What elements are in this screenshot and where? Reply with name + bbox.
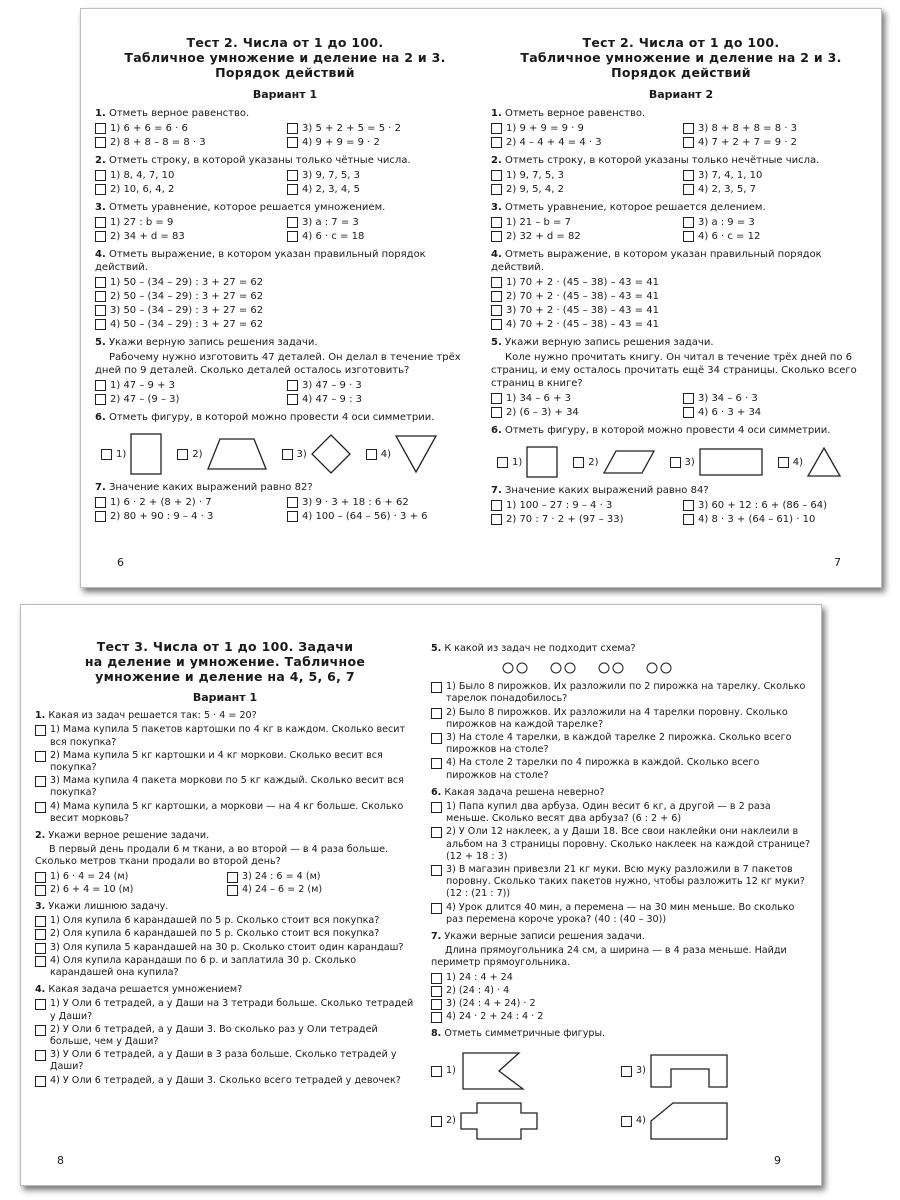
question-5: 5. К какой из задач не подходит схема? 1) Было 8 пирожков. Их разложили по 2 пирожка на тарелку. Сколько тарелок понадобилось? 2) Было 8 пирожков. Их разложили на 4 тарелки поровну. Сколько пирожков на каждой тарелке? 3) На столе 4 тарелки, в каждой тарелке 2 пирожка. Сколько всего пирожков на столе? 4) На столе 2 тарелки по 4 пирожка в каждой. Сколько всего пирожков на столе? bbox=[431, 643, 811, 782]
page-number: 9 bbox=[774, 1153, 781, 1167]
answer-option[interactable]: 1) У Оли 6 тетрадей, а у Даши на 3 тетради больше. Сколько тетрадей у Даши? bbox=[35, 998, 415, 1022]
answer-option[interactable]: 3) 9, 7, 5, 3 bbox=[287, 169, 475, 182]
checkbox[interactable] bbox=[491, 170, 502, 181]
checkbox[interactable] bbox=[491, 393, 502, 404]
checkbox[interactable] bbox=[95, 123, 106, 134]
cross-shape-figure bbox=[459, 1101, 539, 1141]
checkbox[interactable] bbox=[95, 380, 106, 391]
checkbox[interactable] bbox=[683, 514, 694, 525]
checkbox[interactable] bbox=[683, 393, 694, 404]
checkbox[interactable] bbox=[431, 1066, 442, 1077]
checkbox[interactable] bbox=[35, 1050, 46, 1061]
page-8 bbox=[35, 605, 415, 1185]
answer-option[interactable]: 4) 24 – 6 = 2 (м) bbox=[227, 884, 415, 896]
checkbox[interactable] bbox=[778, 457, 789, 468]
answer-option[interactable]: 1) 6 · 2 + (8 + 2) · 7 bbox=[95, 496, 283, 509]
answer-option[interactable]: 3) У Оли 6 тетрадей, а у Даши в 3 раза больше. Сколько тетрадей у Даши? bbox=[35, 1049, 415, 1073]
answer-option[interactable]: 2) 9, 5, 4, 2 bbox=[491, 183, 679, 196]
checkbox[interactable] bbox=[95, 511, 106, 522]
checkbox[interactable] bbox=[35, 956, 46, 967]
plate-pair-icon bbox=[645, 661, 673, 675]
checkbox[interactable] bbox=[35, 1025, 46, 1036]
answer-option[interactable]: 1) 50 – (34 – 29) : 3 + 27 = 62 bbox=[95, 276, 475, 289]
answer-option[interactable]: 4) 8 · 3 + (64 – 61) · 10 bbox=[683, 513, 871, 526]
answer-option[interactable]: 3) 5 + 2 + 5 = 5 · 2 bbox=[287, 122, 475, 135]
plate-pair-icon bbox=[549, 661, 577, 675]
answer-option[interactable]: 2) (6 – 3) + 34 bbox=[491, 406, 679, 419]
question-3: 3. Отметь уравнение, которое решается умножением. 1) 27 : b = 9 3) a : 7 = 3 2) 34 + d = 83 4) 6 · c = 18 bbox=[95, 201, 475, 243]
answer-option[interactable]: 3) Мама купила 4 пакета моркови по 5 кг каждый. Сколько весит вся покупка? bbox=[35, 775, 415, 799]
checkbox[interactable] bbox=[683, 407, 694, 418]
checkbox[interactable] bbox=[35, 885, 46, 896]
checkbox[interactable] bbox=[491, 291, 502, 302]
figure-option[interactable]: 3) bbox=[670, 447, 764, 477]
answer-option[interactable]: 3) 24 : 6 = 4 (м) bbox=[227, 871, 415, 883]
checkbox[interactable] bbox=[670, 457, 681, 468]
answer-option[interactable]: 1) 27 : b = 9 bbox=[95, 216, 283, 229]
checkbox[interactable] bbox=[431, 986, 442, 997]
checkbox[interactable] bbox=[95, 277, 106, 288]
checkbox[interactable] bbox=[95, 291, 106, 302]
task-text: В первый день продали 6 м ткани, а во второй — в 4 раза больше. Сколько метров ткани продали во второй день? bbox=[35, 844, 389, 868]
book-spread-test3 bbox=[20, 604, 822, 1186]
question-6: 6. Отметь фигуру, в которой можно провести 4 оси симметрии. 1) 2) 3) 4) bbox=[491, 424, 871, 479]
checkbox[interactable] bbox=[35, 999, 46, 1010]
answer-option[interactable]: 3) a : 7 = 3 bbox=[287, 216, 475, 229]
rectangle-figure bbox=[129, 432, 163, 476]
page-number: 6 bbox=[117, 556, 124, 569]
figure-option[interactable]: 4) bbox=[621, 1101, 811, 1141]
checkbox[interactable] bbox=[287, 380, 298, 391]
answer-option[interactable]: 4) 50 – (34 – 29) : 3 + 27 = 62 bbox=[95, 318, 475, 331]
checkbox[interactable] bbox=[95, 394, 106, 405]
answer-option[interactable]: 4) 47 – 9 : 3 bbox=[287, 393, 475, 406]
question-4: 4. Отметь выражение, в котором указан правильный порядок действий. 1) 70 + 2 · (45 – 38) – 43 = 41 2) 70 + 2 · (45 – 38) – 43 = 41 3) 70 + 2 · (45 – 38) – 43 = 41 4) 70 + 2 · (45 – 38) – 43 = 41 bbox=[491, 248, 871, 331]
figure-option[interactable]: 3) bbox=[621, 1051, 811, 1091]
checkbox[interactable] bbox=[35, 751, 46, 762]
checkbox[interactable] bbox=[35, 943, 46, 954]
checkbox[interactable] bbox=[491, 305, 502, 316]
answer-option[interactable]: 1) 9 + 9 = 9 · 9 bbox=[491, 122, 679, 135]
triangle-figure bbox=[806, 446, 842, 478]
variant-label: Вариант 2 bbox=[648, 88, 714, 101]
checkbox[interactable] bbox=[287, 217, 298, 228]
checkbox[interactable] bbox=[287, 184, 298, 195]
answer-option[interactable]: 2) 4 – 4 + 4 = 4 · 3 bbox=[491, 136, 679, 149]
answer-option[interactable]: 2) 32 + d = 82 bbox=[491, 230, 679, 243]
checkbox[interactable] bbox=[177, 449, 188, 460]
question-1: 1. Отметь верное равенство. 1) 9 + 9 = 9 · 9 3) 8 + 8 + 8 = 8 · 3 2) 4 – 4 + 4 = 4 · 3 4) 7 + 2 + 7 = 9 · 2 bbox=[491, 107, 871, 149]
answer-option[interactable]: 1) Папа купил два арбуза. Один весит 6 кг, а другой — в 2 раза меньше. Сколько весят два арбуза? (6 : 2 + 6) bbox=[431, 801, 811, 825]
page-number: 8 bbox=[57, 1153, 64, 1167]
question-4: 4. Отметь выражение, в котором указан правильный порядок действий. 1) 50 – (34 – 29) : 3 + 27 = 62 2) 50 – (34 – 29) : 3 + 27 = 62 3) 50 – (34 – 29) : 3 + 27 = 62 4) 50 – (34 – 29) : 3 + 27 = 62 bbox=[95, 248, 475, 331]
answer-option[interactable]: 4) 2, 3, 5, 7 bbox=[683, 183, 871, 196]
question-5: 5. Укажи верную запись решения задачи. Коле нужно прочитать книгу. Он читал в течение трёх дней по 6 страниц, и ему осталось прочитать ещё 34 страницы. Сколько всего страниц в книге? 1) 34 – 6 + 3 3) 34 – 6 · 3 2) (6 – 3) + 34 4) 6 · 3 + 34 bbox=[491, 336, 871, 419]
checkbox[interactable] bbox=[431, 708, 442, 719]
page-9 bbox=[431, 605, 811, 1185]
checkbox[interactable] bbox=[497, 457, 508, 468]
book-spread-test2 bbox=[80, 8, 882, 588]
answer-option[interactable]: 3) 60 + 12 : 6 + (86 – 64) bbox=[683, 499, 871, 512]
checkbox[interactable] bbox=[431, 827, 442, 838]
cut-corner-figure bbox=[649, 1101, 729, 1141]
checkbox[interactable] bbox=[431, 999, 442, 1010]
triangle-figure bbox=[394, 434, 438, 474]
answer-option[interactable]: 3) 7, 4, 1, 10 bbox=[683, 169, 871, 182]
question-6: 6. Отметь фигуру, в которой можно провести 4 оси симметрии. 1) 2) 3) 4) bbox=[95, 411, 475, 476]
question-5: 5. Укажи верную запись решения задачи. Рабочему нужно изготовить 47 деталей. Он делал в течение трёх дней по 9 деталей. Сколько деталей осталось изготовить? 1) 47 – 9 + 3 3) 47 – 9 · 3 2) 47 – (9 – 3) 4) 47 – 9 : 3 bbox=[95, 336, 475, 406]
trapezoid-figure bbox=[206, 437, 268, 471]
checkbox[interactable] bbox=[431, 1012, 442, 1023]
answer-option[interactable]: 3) 9 · 3 + 18 : 6 + 62 bbox=[287, 496, 475, 509]
answer-option[interactable]: 2) 47 – (9 – 3) bbox=[95, 393, 283, 406]
figure-option[interactable]: 1) bbox=[497, 445, 559, 479]
question-4: 4. Какая задача решается умножением? 1) У Оли 6 тетрадей, а у Даши на 3 тетради больше. Сколько тетрадей у Даши? 2) У Оли 6 тетрадей, а у Даши 3. Во сколько раз у Оли тетрадей больше, чем у Даши? 3) У Оли 6 тетрадей, а у Даши в 3 раза больше. Сколько тетрадей у Даши? 4) У Оли 6 тетрадей, а у Даши 3. Сколько всего тетрадей у девочек? bbox=[35, 984, 414, 1086]
checkbox[interactable] bbox=[35, 725, 46, 736]
answer-option[interactable]: 3) (24 : 4 + 24) · 2 bbox=[431, 998, 811, 1010]
notched-pentagon-figure bbox=[459, 1051, 529, 1091]
answer-option[interactable]: 4) Оля купила карандаши по 6 р. и заплатила 30 р. Сколько карандашей она купила? bbox=[35, 955, 415, 979]
checkbox[interactable] bbox=[95, 319, 106, 330]
checkbox[interactable] bbox=[287, 170, 298, 181]
answer-option[interactable]: 1) Мама купила 5 пакетов картошки по 4 кг в каждом. Сколько весит вся покупка? bbox=[35, 724, 415, 748]
checkbox[interactable] bbox=[35, 802, 46, 813]
answer-option[interactable]: 1) 100 – 27 : 9 – 4 · 3 bbox=[491, 499, 679, 512]
variant-label: Вариант 1 bbox=[252, 88, 318, 101]
question-7: 7. Значение каких выражений равно 82? 1) 6 · 2 + (8 + 2) · 7 3) 9 · 3 + 18 : 6 + 62 2) 80 + 90 : 9 – 4 · 3 4) 100 – (64 – 56) · 3 + 6 bbox=[95, 481, 475, 523]
answer-option[interactable]: 1) 8, 4, 7, 10 bbox=[95, 169, 283, 182]
answer-option[interactable]: 2) Было 8 пирожков. Их разложили на 4 тарелки поровну. Сколько пирожков на каждой тарелке? bbox=[431, 707, 811, 731]
answer-option[interactable]: 3) a : 9 = 3 bbox=[683, 216, 871, 229]
answer-option[interactable]: 2) 10, 6, 4, 2 bbox=[95, 183, 283, 196]
figure-option[interactable]: 2) bbox=[573, 449, 655, 475]
answer-option[interactable]: 4) 6 · 3 + 34 bbox=[683, 406, 871, 419]
answer-option[interactable]: 4) На столе 2 тарелки по 4 пирожка в каждой. Сколько всего пирожков на столе? bbox=[431, 757, 811, 781]
answer-option[interactable]: 2) У Оли 12 наклеек, а у Даши 18. Все свои наклейки они наклеили в альбом на 3 страницы поровну. Сколько наклеек на каждой странице? (12 + 18 : 3) bbox=[431, 826, 811, 863]
checkbox[interactable] bbox=[95, 217, 106, 228]
checkbox[interactable] bbox=[287, 394, 298, 405]
checkbox[interactable] bbox=[491, 137, 502, 148]
checkbox[interactable] bbox=[683, 231, 694, 242]
checkbox[interactable] bbox=[287, 231, 298, 242]
checkbox[interactable] bbox=[491, 277, 502, 288]
question-2: 2. Укажи верное решение задачи. В первый день продали 6 м ткани, а во второй — в 4 раза больше. Сколько метров ткани продали во второй день? 1) 6 · 4 = 24 (м) 3) 24 : 6 = 4 (м) 2) 6 + 4 = 10 (м) 4) 24 – 6 = 2 (м) bbox=[35, 830, 415, 896]
answer-option[interactable]: 1) 24 : 4 + 24 bbox=[431, 972, 811, 984]
question-3: 3. Отметь уравнение, которое решается делением. 1) 21 – b = 7 3) a : 9 = 3 2) 32 + d = 82 4) 6 · c = 12 bbox=[491, 201, 871, 243]
checkbox[interactable] bbox=[366, 449, 377, 460]
page-7 bbox=[491, 9, 871, 587]
answer-option[interactable]: 1) 6 + 6 = 6 · 6 bbox=[95, 122, 283, 135]
answer-option[interactable]: 3) 47 – 9 · 3 bbox=[287, 379, 475, 392]
plate-pair-icon bbox=[597, 661, 625, 675]
task-text: Рабочему нужно изготовить 47 деталей. Он делал в течение трёх дней по 9 деталей. Сколько деталей осталось изготовить? bbox=[95, 352, 461, 376]
checkbox[interactable] bbox=[227, 872, 238, 883]
answer-option[interactable]: 1) Было 8 пирожков. Их разложили по 2 пирожка на тарелку. Сколько тарелок понадобилось? bbox=[431, 681, 811, 705]
arch-figure bbox=[649, 1053, 729, 1089]
square-figure bbox=[525, 445, 559, 479]
checkbox[interactable] bbox=[431, 733, 442, 744]
answer-option[interactable]: 2) Мама купила 5 кг картошки и 4 кг моркови. Сколько весит вся покупка? bbox=[35, 750, 415, 774]
rectangle-figure bbox=[698, 447, 764, 477]
page-title: Тест 3. Числа от 1 до 100. Задачи на деление и умножение. Табличное умножение и деление на 4, 5, 6, 7 bbox=[84, 639, 366, 684]
checkbox[interactable] bbox=[491, 217, 502, 228]
answer-option[interactable]: 2) 70 : 7 · 2 + (97 – 33) bbox=[491, 513, 679, 526]
checkbox[interactable] bbox=[227, 885, 238, 896]
question-2: 2. Отметь строку, в которой указаны только чётные числа. 1) 8, 4, 7, 10 3) 9, 7, 5, 3 2) 10, 6, 4, 2 4) 2, 3, 4, 5 bbox=[95, 154, 475, 196]
page-number: 7 bbox=[834, 556, 841, 569]
answer-option[interactable]: 2) 70 + 2 · (45 – 38) – 43 = 41 bbox=[491, 290, 871, 303]
answer-option[interactable]: 2) Оля купила 6 карандашей по 5 р. Сколько стоит вся покупка? bbox=[35, 928, 415, 940]
checkbox[interactable] bbox=[95, 137, 106, 148]
checkbox[interactable] bbox=[431, 682, 442, 693]
checkbox[interactable] bbox=[35, 1076, 46, 1087]
checkbox[interactable] bbox=[287, 497, 298, 508]
answer-option[interactable]: 2) У Оли 6 тетрадей, а у Даши 3. Во сколько раз у Оли тетрадей больше, чем у Даши? bbox=[35, 1024, 415, 1048]
question-7: 7. Укажи верные записи решения задачи. Длина прямоугольника 24 см, а ширина — в 4 раза меньше. Найди периметр прямоугольника. 1) 24 : 4 + 24 2) (24 : 4) · 4 3) (24 : 4 + 24) · 2 4) 24 · 2 + 24 : 4 · 2 bbox=[431, 931, 811, 1023]
answer-option[interactable]: 4) 6 · c = 12 bbox=[683, 230, 871, 243]
answer-option[interactable]: 4) 70 + 2 · (45 – 38) – 43 = 41 bbox=[491, 318, 871, 331]
question-1: 1. Отметь верное равенство. 1) 6 + 6 = 6 · 6 3) 5 + 2 + 5 = 5 · 2 2) 8 + 8 – 8 = 8 · 3 4) 9 + 9 = 9 · 2 bbox=[95, 107, 475, 149]
checkbox[interactable] bbox=[95, 231, 106, 242]
task-text: Коле нужно прочитать книгу. Он читал в течение трёх дней по 6 страниц, и ему осталось прочитать ещё 34 страницы. Сколько всего страниц в книге? bbox=[491, 352, 857, 389]
variant-label: Вариант 1 bbox=[192, 691, 258, 704]
figure-option[interactable]: 1) bbox=[431, 1051, 621, 1091]
checkbox[interactable] bbox=[431, 903, 442, 914]
page-6 bbox=[95, 9, 475, 587]
checkbox[interactable] bbox=[683, 184, 694, 195]
question-3: 3. Укажи лишнюю задачу. 1) Оля купила 6 карандашей по 5 р. Сколько стоит вся покупка? 2) Оля купила 6 карандашей по 5 р. Сколько стоит вся покупка? 3) Оля купила 5 карандашей на 30 р. Сколько стоит один карандаш? 4) Оля купила карандаши по 6 р. и заплатила 30 р. Сколько карандашей она купила? bbox=[35, 901, 415, 979]
answer-option[interactable]: 4) 9 + 9 = 9 · 2 bbox=[287, 136, 475, 149]
checkbox[interactable] bbox=[35, 929, 46, 940]
answer-option[interactable]: 4) У Оли 6 тетрадей, а у Даши 3. Сколько всего тетрадей у девочек? bbox=[35, 1075, 415, 1087]
answer-option[interactable]: 3) 50 – (34 – 29) : 3 + 27 = 62 bbox=[95, 304, 475, 317]
answer-option[interactable]: 1) 70 + 2 · (45 – 38) – 43 = 41 bbox=[491, 276, 871, 289]
answer-option[interactable]: 3) 70 + 2 · (45 – 38) – 43 = 41 bbox=[491, 304, 871, 317]
checkbox[interactable] bbox=[35, 776, 46, 787]
answer-option[interactable]: 4) Урок длится 40 мин, а перемена — на 30 мин меньше. Во сколько раз перемена короче урока? (40 : (40 – 30)) bbox=[431, 902, 811, 926]
square-rhombus-figure bbox=[310, 433, 352, 475]
checkbox[interactable] bbox=[683, 500, 694, 511]
checkbox[interactable] bbox=[683, 137, 694, 148]
checkbox[interactable] bbox=[683, 123, 694, 134]
figure-option[interactable]: 2) bbox=[431, 1101, 621, 1141]
answer-option[interactable]: 4) 100 – (64 – 56) · 3 + 6 bbox=[287, 510, 475, 523]
checkbox[interactable] bbox=[35, 916, 46, 927]
checkbox[interactable] bbox=[431, 758, 442, 769]
checkbox[interactable] bbox=[491, 123, 502, 134]
answer-option[interactable]: 1) 6 · 4 = 24 (м) bbox=[35, 871, 223, 883]
question-6: 6. Какая задача решена неверно? 1) Папа купил два арбуза. Один весит 6 кг, а другой — в 2 раза меньше. Сколько весят два арбуза? (6 : 2 + 6) 2) У Оли 12 наклеек, а у Даши 18. Все свои наклейки они наклеили в альбом на 3 страницы поровну. Сколько наклеек на каждой странице? (12 + 18 : 3) 3) В магазин привезли 21 кг муки. Всю муку разложили в 7 пакетов поровну. Сколько таких пакетов нужно, чтобы разложить 12 кг муки? (12 : (21 : 7)) 4) Урок длится 40 мин, а перемена — на 30 мин меньше. Во сколько раз перемена короче урока? (40 : (40 – 30)) bbox=[431, 786, 811, 925]
checkbox[interactable] bbox=[287, 123, 298, 134]
checkbox[interactable] bbox=[431, 973, 442, 984]
answer-option[interactable]: 1) 21 – b = 7 bbox=[491, 216, 679, 229]
answer-option[interactable]: 3) 34 – 6 · 3 bbox=[683, 392, 871, 405]
scheme-diagram bbox=[501, 661, 811, 675]
question-2: 2. Отметь строку, в которой указаны только нечётные числа. 1) 9, 7, 5, 3 3) 7, 4, 1, 10 2) 9, 5, 4, 2 4) 2, 3, 5, 7 bbox=[491, 154, 871, 196]
page-title: Тест 2. Числа от 1 до 100. Табличное умножение и деление на 2 и 3. Порядок действий bbox=[124, 35, 446, 80]
checkbox[interactable] bbox=[431, 865, 442, 876]
checkbox[interactable] bbox=[683, 170, 694, 181]
answer-option[interactable]: 4) 6 · c = 18 bbox=[287, 230, 475, 243]
answer-option[interactable]: 1) 47 – 9 + 3 bbox=[95, 379, 283, 392]
checkbox[interactable] bbox=[431, 1116, 442, 1127]
figure-option[interactable]: 4) bbox=[778, 446, 842, 478]
answer-option[interactable]: 3) В магазин привезли 21 кг муки. Всю муку разложили в 7 пакетов поровну. Сколько таких пакетов нужно, чтобы разложить 12 кг муки? (12 : (21 : 7)) bbox=[431, 864, 811, 901]
checkbox[interactable] bbox=[101, 449, 112, 460]
answer-option[interactable]: 1) 9, 7, 5, 3 bbox=[491, 169, 679, 182]
answer-option[interactable]: 2) (24 : 4) · 4 bbox=[431, 985, 811, 997]
answer-option[interactable]: 3) 8 + 8 + 8 = 8 · 3 bbox=[683, 122, 871, 135]
checkbox[interactable] bbox=[573, 457, 584, 468]
checkbox[interactable] bbox=[491, 184, 502, 195]
figure-option[interactable]: 1) bbox=[101, 432, 163, 476]
checkbox[interactable] bbox=[491, 231, 502, 242]
checkbox[interactable] bbox=[287, 137, 298, 148]
checkbox[interactable] bbox=[683, 217, 694, 228]
answer-option[interactable]: 2) 34 + d = 83 bbox=[95, 230, 283, 243]
checkbox[interactable] bbox=[95, 170, 106, 181]
checkbox[interactable] bbox=[282, 449, 293, 460]
task-text: Длина прямоугольника 24 см, а ширина — в 4 раза меньше. Найди периметр прямоугольника. bbox=[431, 945, 787, 969]
checkbox[interactable] bbox=[491, 514, 502, 525]
page-title: Тест 2. Числа от 1 до 100. Табличное умножение и деление на 2 и 3. Порядок действий bbox=[520, 35, 842, 80]
answer-option[interactable]: 3) Оля купила 5 карандашей на 30 р. Сколько стоит один карандаш? bbox=[35, 942, 415, 954]
checkbox[interactable] bbox=[35, 872, 46, 883]
checkbox[interactable] bbox=[95, 305, 106, 316]
answer-option[interactable]: 3) На столе 4 тарелки, в каждой тарелке 2 пирожка. Сколько всего пирожков на столе? bbox=[431, 732, 811, 756]
answer-option[interactable]: 4) 2, 3, 4, 5 bbox=[287, 183, 475, 196]
question-7: 7. Значение каких выражений равно 84? 1) 100 – 27 : 9 – 4 · 3 3) 60 + 12 : 6 + (86 – 64) 2) 70 : 7 · 2 + (97 – 33) 4) 8 · 3 + (64 – 61) · 10 bbox=[491, 484, 871, 526]
question-8: 8. Отметь симметричные фигуры. 1) 3) 2) 4) bbox=[431, 1028, 811, 1140]
parallelogram-figure bbox=[602, 449, 656, 475]
question-1: 1. Какая из задач решается так: 5 · 4 = 20? 1) Мама купила 5 пакетов картошки по 4 кг в каждом. Сколько весит вся покупка? 2) Мама купила 5 кг картошки и 4 кг моркови. Сколько весит вся покупка? 3) Мама купила 4 пакета моркови по 5 кг каждый. Сколько весит вся покупка? 4) Мама купила 5 кг картошки, а моркови — на 4 кг больше. Сколько весит морковь? bbox=[35, 710, 415, 825]
checkbox[interactable] bbox=[95, 497, 106, 508]
checkbox[interactable] bbox=[621, 1066, 632, 1077]
answer-option[interactable]: 4) 7 + 2 + 7 = 9 · 2 bbox=[683, 136, 871, 149]
figure-option[interactable]: 2) bbox=[177, 437, 267, 471]
checkbox[interactable] bbox=[95, 184, 106, 195]
checkbox[interactable] bbox=[491, 407, 502, 418]
answer-option[interactable]: 2) 6 + 4 = 10 (м) bbox=[35, 884, 223, 896]
answer-option[interactable]: 4) 24 · 2 + 24 : 4 · 2 bbox=[431, 1011, 811, 1023]
answer-option[interactable]: 1) Оля купила 6 карандашей по 5 р. Сколько стоит вся покупка? bbox=[35, 915, 415, 927]
answer-option[interactable]: 2) 8 + 8 – 8 = 8 · 3 bbox=[95, 136, 283, 149]
plate-pair-icon bbox=[501, 661, 529, 675]
checkbox[interactable] bbox=[621, 1116, 632, 1127]
answer-option[interactable]: 2) 80 + 90 : 9 – 4 · 3 bbox=[95, 510, 283, 523]
figure-option[interactable]: 3) bbox=[282, 433, 352, 475]
checkbox[interactable] bbox=[431, 802, 442, 813]
figure-option[interactable]: 4) bbox=[366, 434, 438, 474]
answer-option[interactable]: 1) 34 – 6 + 3 bbox=[491, 392, 679, 405]
checkbox[interactable] bbox=[491, 500, 502, 511]
answer-option[interactable]: 4) Мама купила 5 кг картошки, а моркови — на 4 кг больше. Сколько весит морковь? bbox=[35, 801, 415, 825]
checkbox[interactable] bbox=[491, 319, 502, 330]
answer-option[interactable]: 2) 50 – (34 – 29) : 3 + 27 = 62 bbox=[95, 290, 475, 303]
checkbox[interactable] bbox=[287, 511, 298, 522]
